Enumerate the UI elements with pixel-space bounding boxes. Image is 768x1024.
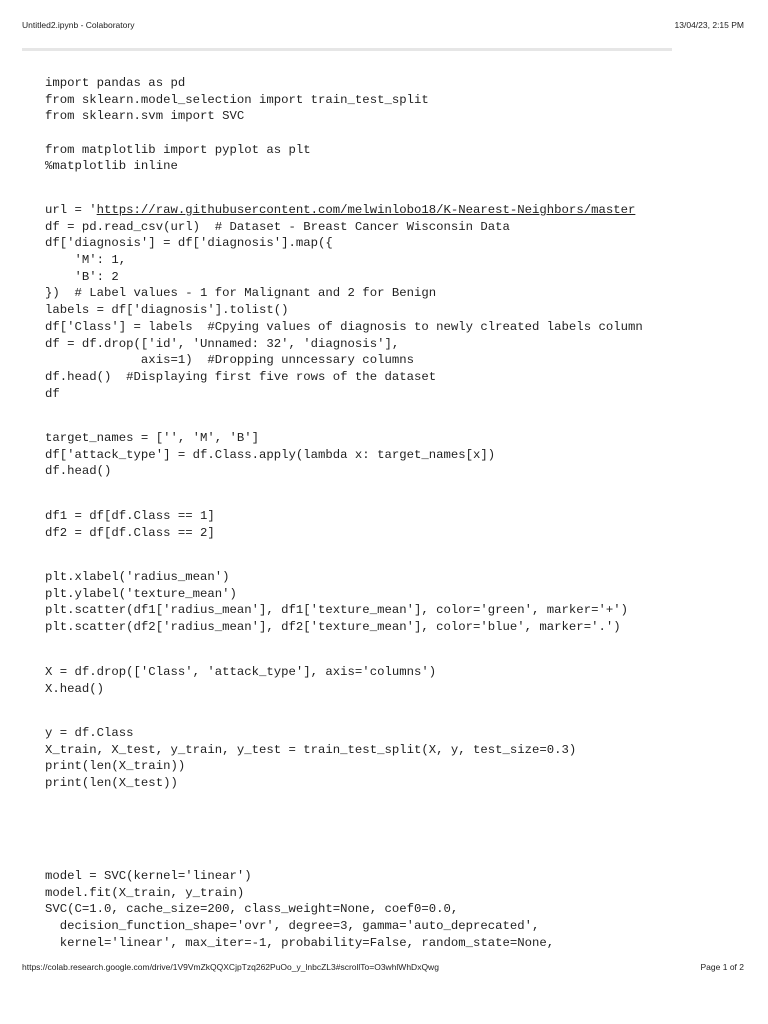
code-line: X = df.drop(['Class', 'attack_type'], axis='columns') (45, 665, 437, 679)
code-cell-svc-model[interactable] (45, 868, 665, 950)
code-line: df1 = df[df.Class == 1] (45, 509, 215, 523)
code-cell-split-classes[interactable] (45, 508, 665, 541)
code-cell-train-test-split[interactable] (45, 725, 665, 792)
code-line: df['Class'] = labels #Cpying values of diagnosis to newly clreated labels column (45, 319, 643, 334)
code-line: print(len(X_test)) (45, 776, 178, 791)
code-line: from sklearn.svm import SVC (45, 109, 245, 124)
page-url: https://colab.research.google.com/drive/1V9VmZkQQXCjpTzq262PuOo_y_lnbcZL3#scrollTo=O3whlWhDxQwg (22, 962, 439, 972)
url-assignment: url = ' (45, 203, 97, 217)
code-line: 'B': 2 (45, 269, 119, 284)
print-datetime: 13/04/23, 2:15 PM (674, 20, 744, 30)
code-line: df['attack_type'] = df.Class.apply(lambda x: target_names[x]) (45, 447, 496, 462)
code-output-line: kernel='linear', max_iter=-1, probability=False, random_state=None, (45, 935, 555, 950)
code-line: plt.ylabel('texture_mean') (45, 586, 237, 601)
code-output-line: decision_function_shape='ovr', degree=3, gamma='auto_deprecated', (45, 919, 540, 934)
code-cell-load-data[interactable] (45, 202, 665, 402)
code-line: import pandas as pd (45, 76, 186, 90)
code-line: df.head() #Displaying first five rows of the dataset (45, 369, 437, 384)
code-line: df['diagnosis'] = df['diagnosis'].map({ (45, 236, 333, 251)
code-line: model = SVC(kernel='linear') (45, 869, 252, 883)
code-line: from matplotlib import pyplot as plt (45, 142, 311, 157)
code-line: y = df.Class (45, 726, 134, 740)
code-line: X.head() (45, 681, 105, 696)
code-line: 'M': 1, (45, 253, 127, 268)
code-cell-imports[interactable] (45, 75, 665, 175)
document-title: Untitled2.ipynb - Colaboratory (22, 20, 135, 30)
code-line: print(len(X_train)) (45, 759, 186, 774)
dataset-url-link[interactable]: https://raw.githubusercontent.com/melwinlobo18/K-Nearest-Neighbors/master (96, 203, 636, 217)
code-line: from sklearn.model_selection import train_test_split (45, 92, 429, 107)
code-cell-target-names[interactable] (45, 430, 665, 480)
code-line: }) # Label values - 1 for Malignant and 2 for Benign (45, 286, 437, 301)
code-line: plt.scatter(df2['radius_mean'], df2['texture_mean'], color='blue', marker='.') (45, 620, 621, 635)
code-line: df2 = df[df.Class == 2] (45, 525, 215, 540)
code-line (45, 125, 665, 142)
page-header (22, 20, 744, 32)
code-line: labels = df['diagnosis'].tolist() (45, 303, 289, 318)
page-number: Page 1 of 2 (700, 962, 744, 972)
code-line: df = pd.read_csv(url) # Dataset - Breast Cancer Wisconsin Data (45, 219, 510, 234)
code-output-line: SVC(C=1.0, cache_size=200, class_weight=None, coef0=0.0, (45, 902, 459, 917)
code-line-url (45, 202, 665, 219)
code-line: df = df.drop(['id', 'Unnamed: 32', 'diagnosis'], (45, 336, 400, 351)
code-line: plt.scatter(df1['radius_mean'], df1['texture_mean'], color='green', marker='+') (45, 603, 628, 618)
code-line: df.head() (45, 464, 112, 479)
notebook-content (45, 70, 673, 950)
cell-divider (22, 48, 672, 51)
code-cell-features[interactable] (45, 664, 665, 697)
page-footer (22, 962, 744, 974)
code-line: target_names = ['', 'M', 'B'] (45, 431, 260, 445)
code-line: %matplotlib inline (45, 159, 178, 174)
code-line: plt.xlabel('radius_mean') (45, 570, 230, 584)
code-line: model.fit(X_train, y_train) (45, 885, 245, 900)
code-line: axis=1) #Dropping unncessary columns (45, 353, 414, 368)
code-line: df (45, 386, 60, 401)
code-line: X_train, X_test, y_train, y_test = train_test_split(X, y, test_size=0.3) (45, 742, 577, 757)
code-cell-scatter-plot[interactable] (45, 569, 665, 636)
